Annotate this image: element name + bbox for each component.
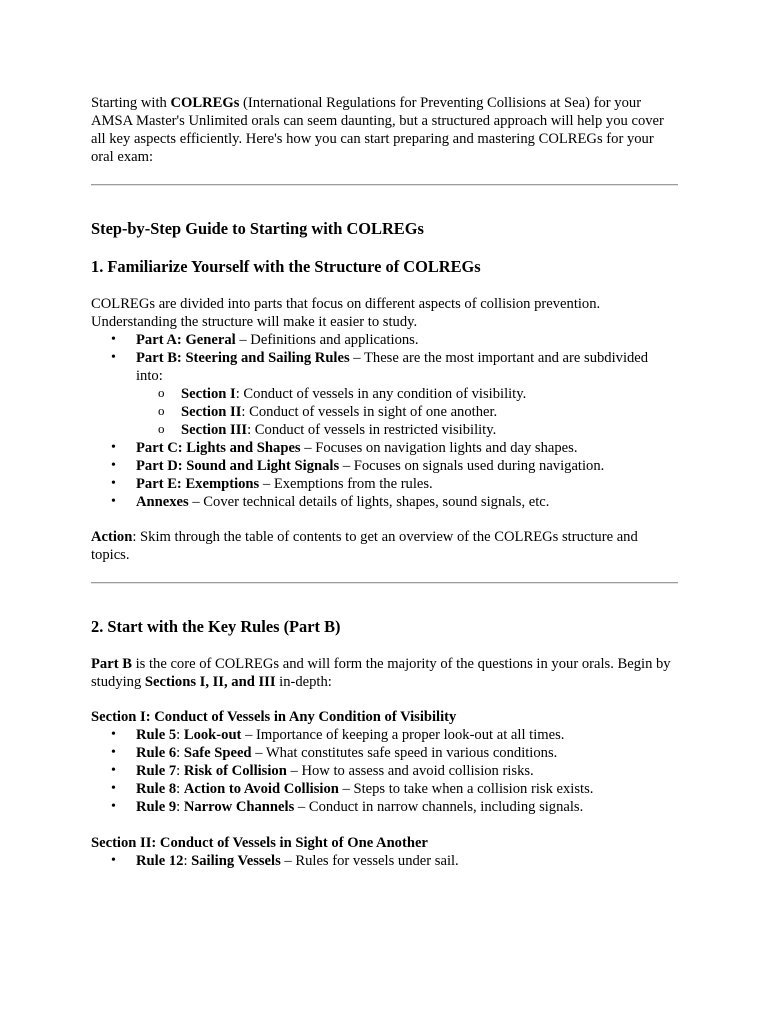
rule-text: – Rules for vessels under sail. [280, 853, 459, 869]
rule-title: Safe Speed [183, 745, 252, 761]
rule-title: Look-out [183, 727, 242, 743]
part-text: – Cover technical details of lights, shapes, sound signals, etc. [188, 494, 550, 510]
rule-number: Rule 8 [136, 781, 177, 797]
part-label: Part C: Lights and Shapes [136, 440, 301, 456]
rule-number: Rule 7 [136, 763, 177, 779]
bullet-icon: • [111, 440, 116, 455]
bullet-icon: • [111, 763, 116, 778]
rule-title: Narrow Channels [183, 799, 295, 815]
rule-separator: : [183, 853, 192, 869]
list-item [91, 475, 678, 493]
rule-number: Rule 5 [136, 727, 177, 743]
list-item [91, 349, 678, 439]
rule-text: – Conduct in narrow channels, including signals. [294, 799, 584, 815]
list-item [136, 385, 678, 403]
list-item [91, 493, 678, 511]
rule-separator: : [176, 727, 184, 743]
list-item [136, 403, 678, 421]
list-item [136, 421, 678, 439]
subsections-list [136, 385, 678, 439]
rule-title: Action to Avoid Collision [183, 781, 339, 797]
list-item [91, 744, 678, 762]
part-text: – Exemptions from the rules. [259, 476, 433, 492]
rule-text: – Importance of keeping a proper look-out at all times. [241, 727, 565, 743]
document-page [91, 0, 678, 870]
rule-text: – Steps to take when a collision risk exists. [338, 781, 594, 797]
part-text: – Focuses on signals used during navigation. [339, 458, 605, 474]
rule-separator: : [176, 799, 184, 815]
part-text: – Definitions and applications. [235, 332, 419, 348]
section-2-text-2: in-depth: [275, 674, 332, 690]
list-item [91, 762, 678, 780]
action-paragraph [91, 528, 678, 564]
section-2-heading: 2. Start with the Key Rules (Part B) [91, 617, 341, 636]
part-label: Part B: Steering and Sailing Rules [136, 350, 350, 366]
bullet-icon: • [111, 458, 116, 473]
part-text: – Focuses on navigation lights and day shapes. [300, 440, 578, 456]
subsection-label: Section III [181, 422, 248, 438]
rule-text: – What constitutes safe speed in various conditions. [251, 745, 558, 761]
bullet-icon: • [111, 332, 116, 347]
list-item [91, 439, 678, 457]
rule-separator: : [176, 745, 184, 761]
rule-text: – How to assess and avoid collision risks. [286, 763, 534, 779]
bullet-icon: • [111, 350, 116, 365]
bullet-icon: • [111, 799, 116, 814]
guide-heading: Step-by-Step Guide to Starting with COLREGs [91, 219, 424, 238]
list-item [91, 457, 678, 475]
part-label: Part D: Sound and Light Signals [136, 458, 340, 474]
subsection-text: : Conduct of vessels in sight of one another. [241, 404, 498, 420]
intro-text-post: (International Regulations for Preventing Collisions at Sea) for your AMSA Master's Unlimited orals can seem daunting, but a structured approach will help you cover all key aspects efficiently. Here's how you can start preparing and mastering COLREGs for your oral exam: [91, 95, 664, 165]
circle-bullet-icon: o [158, 421, 165, 436]
section-i-heading: Section I: Conduct of Vessels in Any Condition of Visibility [91, 709, 457, 725]
rule-separator: : [176, 781, 184, 797]
list-item [91, 798, 678, 816]
intro-text-pre: Starting with [91, 95, 171, 111]
rule-number: Rule 9 [136, 799, 177, 815]
section-1-paragraph: COLREGs are divided into parts that focus on different aspects of collision prevention. Understanding the structure will make it easier to study. [91, 296, 601, 330]
part-label: Part E: Exemptions [136, 476, 260, 492]
section-ii-heading: Section II: Conduct of Vessels in Sight of One Another [91, 835, 428, 851]
bullet-icon: • [111, 476, 116, 491]
intro-bold-colregs: COLREGs [170, 95, 240, 111]
part-label: Annexes [136, 494, 189, 510]
section-2-paragraph [91, 655, 678, 691]
action-text: : Skim through the table of contents to get an overview of the COLREGs structure and topics. [91, 529, 638, 563]
sections-label: Sections I, II, and III [144, 674, 276, 690]
rule-title: Sailing Vessels [191, 853, 281, 869]
horizontal-divider [91, 184, 678, 186]
bullet-icon: • [111, 727, 116, 742]
rule-title: Risk of Collision [183, 763, 287, 779]
intro-paragraph [91, 94, 678, 166]
parts-list [91, 331, 678, 511]
horizontal-divider [91, 582, 678, 584]
part-b-label: Part B [91, 656, 132, 672]
circle-bullet-icon: o [158, 385, 165, 400]
section-i-rules-list [91, 726, 678, 816]
list-item [91, 780, 678, 798]
list-item [91, 852, 678, 870]
section-ii-rules-list [91, 852, 678, 870]
circle-bullet-icon: o [158, 403, 165, 418]
section-1-heading: 1. Familiarize Yourself with the Structure of COLREGs [91, 257, 481, 276]
part-label: Part A: General [136, 332, 236, 348]
section-2-text-1: is the core of COLREGs and will form the majority of the questions in your orals. Begin by studying [91, 656, 671, 690]
rule-number: Rule 6 [136, 745, 177, 761]
subsection-label: Section I [181, 386, 236, 402]
bullet-icon: • [111, 781, 116, 796]
subsection-label: Section II [181, 404, 242, 420]
subsection-text: : Conduct of vessels in restricted visibility. [247, 422, 497, 438]
bullet-icon: • [111, 745, 116, 760]
bullet-icon: • [111, 853, 116, 868]
list-item [91, 726, 678, 744]
rule-number: Rule 12 [136, 853, 184, 869]
list-item [91, 331, 678, 349]
rule-separator: : [176, 763, 184, 779]
subsection-text: : Conduct of vessels in any condition of visibility. [235, 386, 527, 402]
bullet-icon: • [111, 494, 116, 509]
action-label: Action [91, 529, 133, 545]
part-text: – These are the most important and are subdivided into: [136, 350, 649, 384]
